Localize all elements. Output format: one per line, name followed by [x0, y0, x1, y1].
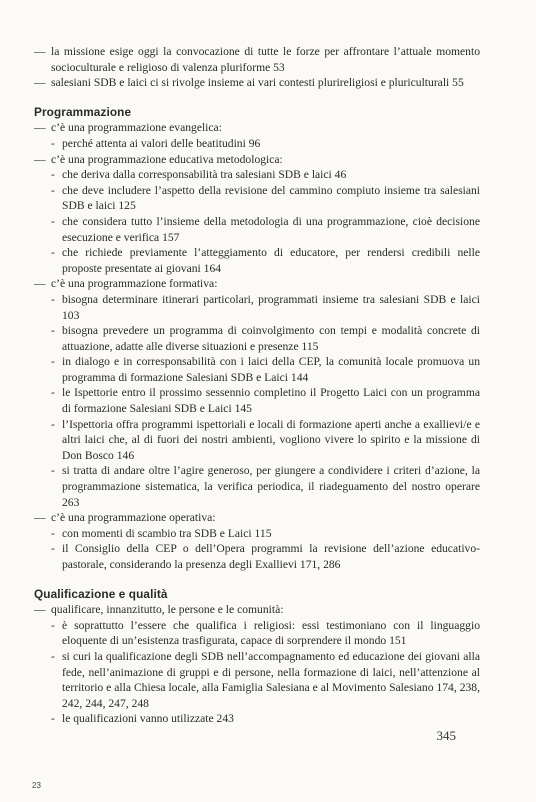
entry-text: che considera tutto l’insieme della metodologia di una programmazione, cioè decisione esecuzione e verifica 157 [62, 214, 480, 244]
entry-marker: - [51, 417, 55, 431]
entry-marker: - [51, 649, 55, 663]
index-subentry [34, 526, 480, 542]
entry-marker: — [34, 45, 46, 58]
index-page [34, 44, 480, 727]
entry-marker: - [51, 464, 55, 478]
entry-marker: - [51, 355, 55, 369]
entry-text: l’Ispettoria offra programmi ispettoriali e locali di formazione aperti anche a exallievi/e e altri laici che, al di fuori dei nostri ambienti, vogliono vivere lo spirito e la missione di Don Bosco 146 [62, 417, 480, 462]
entry-text: è soprattutto l’essere che qualifica i religiosi: essi testimoniano con il linguaggio eloquente di un’esistenza trasfigurata, capace di sorprendere il mondo 151 [62, 618, 480, 648]
entry-marker: - [51, 542, 55, 556]
entry-text: perché attenta ai valori delle beatitudini 96 [62, 136, 261, 150]
index-subentry [34, 417, 480, 464]
entry-marker: - [51, 136, 55, 150]
index-entry [34, 44, 480, 75]
entry-text: che deve includere l’aspetto della revisione del cammino compiuto insieme tra salesiani SDB e laici 125 [62, 183, 480, 213]
entry-marker: - [51, 168, 55, 182]
index-subentry [34, 183, 480, 214]
entry-marker: - [51, 183, 55, 197]
index-subentry [34, 245, 480, 276]
entry-marker: - [51, 618, 55, 632]
entry-marker: — [34, 511, 46, 525]
index-subentry [34, 214, 480, 245]
index-subentry [34, 618, 480, 649]
signature-mark: 23 [32, 781, 41, 790]
index-subentry [34, 649, 480, 711]
entry-text: c’è una programmazione formativa: [51, 277, 218, 291]
entry-marker: — [34, 152, 46, 166]
entry-text: c’è una programmazione operativa: [51, 511, 216, 525]
index-subentry [34, 711, 480, 727]
entry-text: le Ispettorie entro il prossimo sessennio completino il Progetto Laici con un programma di formazione Salesiani SDB e Laici 145 [62, 386, 480, 416]
entry-text: qualificare, innanzitutto, le persone e le comunità: [51, 603, 284, 617]
entry-text: bisogna prevedere un programma di coinvolgimento con tempi e modalità concrete di attuazione, adatte alle diverse situazioni e presenze 115 [62, 324, 480, 353]
entry-text: che deriva dalla corresponsabilità tra salesiani SDB e laici 46 [62, 168, 347, 182]
index-subentry [34, 463, 480, 510]
entry-text: il Consiglio della CEP o dell’Opera programmi la revisione dell’azione educativo-pastorale, considerando la presenza degli Exallievi 171, 286 [62, 542, 480, 571]
entry-text: si tratta di andare oltre l’agire generoso, per giungere a condividere i criteri d’azione, la programmazione sistematica, la verifica periodica, il riadeguamento del nostro operare 263 [62, 464, 480, 509]
index-entry [34, 75, 480, 91]
entry-marker: — [34, 277, 46, 291]
index-subentry [34, 136, 480, 152]
entry-text: c’è una programmazione evangelica: [51, 121, 222, 135]
entry-text: salesiani SDB e laici ci si rivolge insieme ai vari contesti plurireligiosi e pluriculturali 55 [51, 76, 464, 90]
index-entry [34, 152, 480, 168]
entry-text: la missione esige oggi la convocazione di tutte le forze per affrontare l’attuale momento socioculturale e religioso di valenza pluriforme 53 [51, 45, 480, 74]
index-entry [34, 276, 480, 292]
entry-marker: - [51, 526, 55, 540]
entry-text: si curi la qualificazione degli SDB nell’accompagnamento ed educazione dei giovani alla fede, nell’animazione di gruppi e di persone, nella formazione di laici, nell’attenzione al territorio e alla Chiesa locale, alla Famiglia Salesiana e al Movimento Salesiano 174, 238, 242, 244, 247, 248 [62, 649, 480, 710]
index-subentry [34, 167, 480, 183]
entry-marker: - [51, 246, 55, 260]
index-subentry [34, 292, 480, 323]
entry-text: bisogna determinare itinerari particolari, programmati insieme tra salesiani SDB e laici 103 [62, 292, 480, 322]
entry-marker: - [51, 292, 55, 306]
section-heading: Qualificazione e qualità [34, 586, 168, 601]
entry-marker: - [51, 712, 55, 726]
entry-text: che richiede previamente l’atteggiamento di educatore, per rendersi credibili nelle proposte presentate ai giovani 164 [62, 246, 480, 275]
section-heading: Programmazione [34, 104, 132, 119]
entry-marker: — [34, 76, 46, 90]
page-number: 345 [436, 728, 456, 743]
index-subentry [34, 354, 480, 385]
entry-marker: - [51, 214, 55, 228]
entry-marker: — [34, 121, 46, 135]
index-entry [34, 510, 480, 526]
index-subentry [34, 323, 480, 354]
entry-marker: - [51, 324, 55, 338]
entry-text: con momenti di scambio tra SDB e Laici 115 [62, 526, 272, 540]
index-subentry [34, 541, 480, 572]
index-entry [34, 602, 480, 618]
entry-marker: — [34, 603, 46, 617]
entry-text: c’è una programmazione educativa metodologica: [51, 152, 283, 166]
entry-text: in dialogo e in corresponsabilità con i laici della CEP, la comunità locale promuova un programma di formazione Salesiani SDB e Laici 144 [62, 355, 480, 384]
entry-marker: - [51, 386, 55, 400]
entry-text: le qualificazioni vanno utilizzate 243 [62, 712, 234, 726]
index-subentry [34, 385, 480, 416]
index-entry [34, 120, 480, 136]
